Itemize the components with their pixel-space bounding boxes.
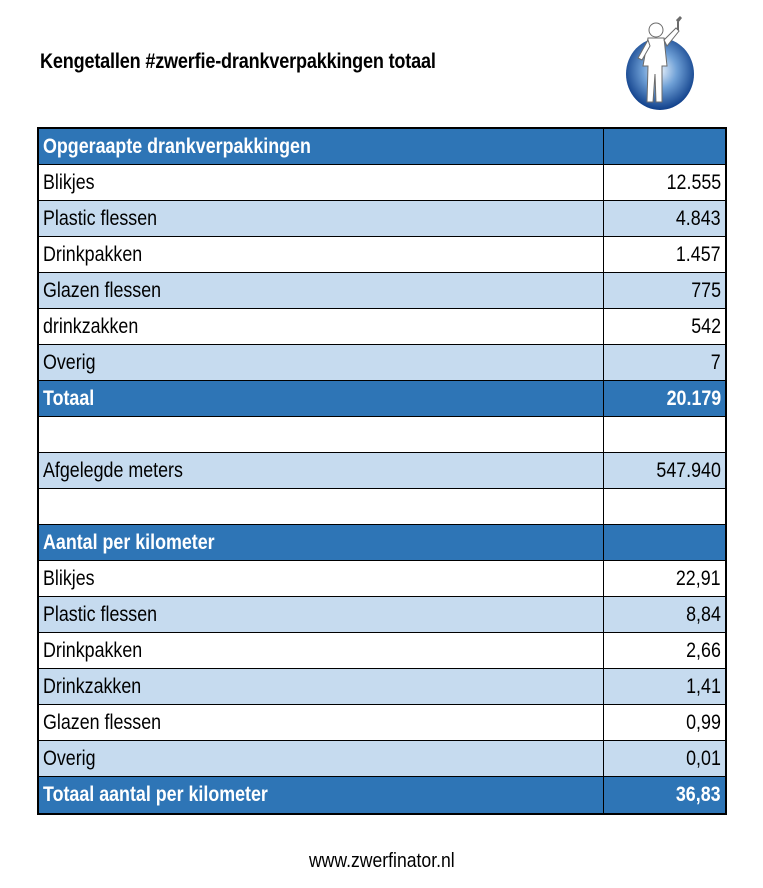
row-value	[604, 489, 725, 524]
row-value: 547.940	[656, 459, 721, 482]
row-label: Drinkzakken	[39, 669, 604, 704]
table-row	[39, 345, 725, 381]
row-value: 8,84	[686, 603, 721, 626]
row-value: 36,83	[676, 783, 721, 806]
row-value: 542	[691, 315, 721, 338]
row-value: 0,01	[686, 747, 721, 770]
row-label: Aantal per kilometer	[39, 525, 604, 560]
row-label: Blikjes	[39, 165, 604, 200]
row-label: Opgeraapte drankverpakkingen	[39, 129, 604, 164]
row-label: Overig	[39, 345, 604, 380]
table-row	[39, 669, 725, 705]
table-row	[39, 489, 725, 525]
row-value	[604, 129, 725, 164]
row-label: Drinkpakken	[39, 633, 604, 668]
row-label	[39, 417, 604, 452]
row-value: 7	[711, 351, 721, 374]
row-value	[604, 417, 725, 452]
row-value: 1.457	[676, 243, 721, 266]
row-value: 20.179	[666, 387, 721, 410]
row-label: Totaal aantal per kilometer	[39, 777, 604, 813]
table-row	[39, 273, 725, 309]
table-row	[39, 309, 725, 345]
row-value: 1,41	[686, 675, 721, 698]
table-row	[39, 201, 725, 237]
table-header-row	[39, 381, 725, 417]
table-row	[39, 237, 725, 273]
table-row	[39, 561, 725, 597]
row-label: drinkzakken	[39, 309, 604, 344]
table-row	[39, 597, 725, 633]
table-row	[39, 453, 725, 489]
page-title: Kengetallen #zwerfie-drankverpakkingen totaal	[40, 50, 436, 73]
data-table	[37, 127, 727, 815]
footer-website: www.zwerfinator.nl	[308, 850, 455, 872]
table-row	[39, 705, 725, 741]
row-value: 4.843	[676, 207, 721, 230]
row-value	[604, 525, 725, 560]
row-label: Glazen flessen	[39, 705, 604, 740]
row-label: Overig	[39, 741, 604, 776]
row-label: Plastic flessen	[39, 201, 604, 236]
table-header-row	[39, 129, 725, 165]
row-value: 775	[691, 279, 721, 302]
table-row	[39, 417, 725, 453]
row-label: Plastic flessen	[39, 597, 604, 632]
row-value: 2,66	[686, 639, 721, 662]
row-value: 12.555	[666, 171, 721, 194]
row-label: Drinkpakken	[39, 237, 604, 272]
table-header-row	[39, 777, 725, 813]
row-label: Totaal	[39, 381, 604, 416]
row-value: 22,91	[676, 567, 721, 590]
row-label: Afgelegde meters	[39, 453, 604, 488]
table-row	[39, 633, 725, 669]
row-label: Glazen flessen	[39, 273, 604, 308]
zwerfinator-figure-logo	[612, 14, 708, 114]
table-row	[39, 165, 725, 201]
row-label: Blikjes	[39, 561, 604, 596]
row-value: 0,99	[686, 711, 721, 734]
table-header-row	[39, 525, 725, 561]
row-label	[39, 489, 604, 524]
table-row	[39, 741, 725, 777]
